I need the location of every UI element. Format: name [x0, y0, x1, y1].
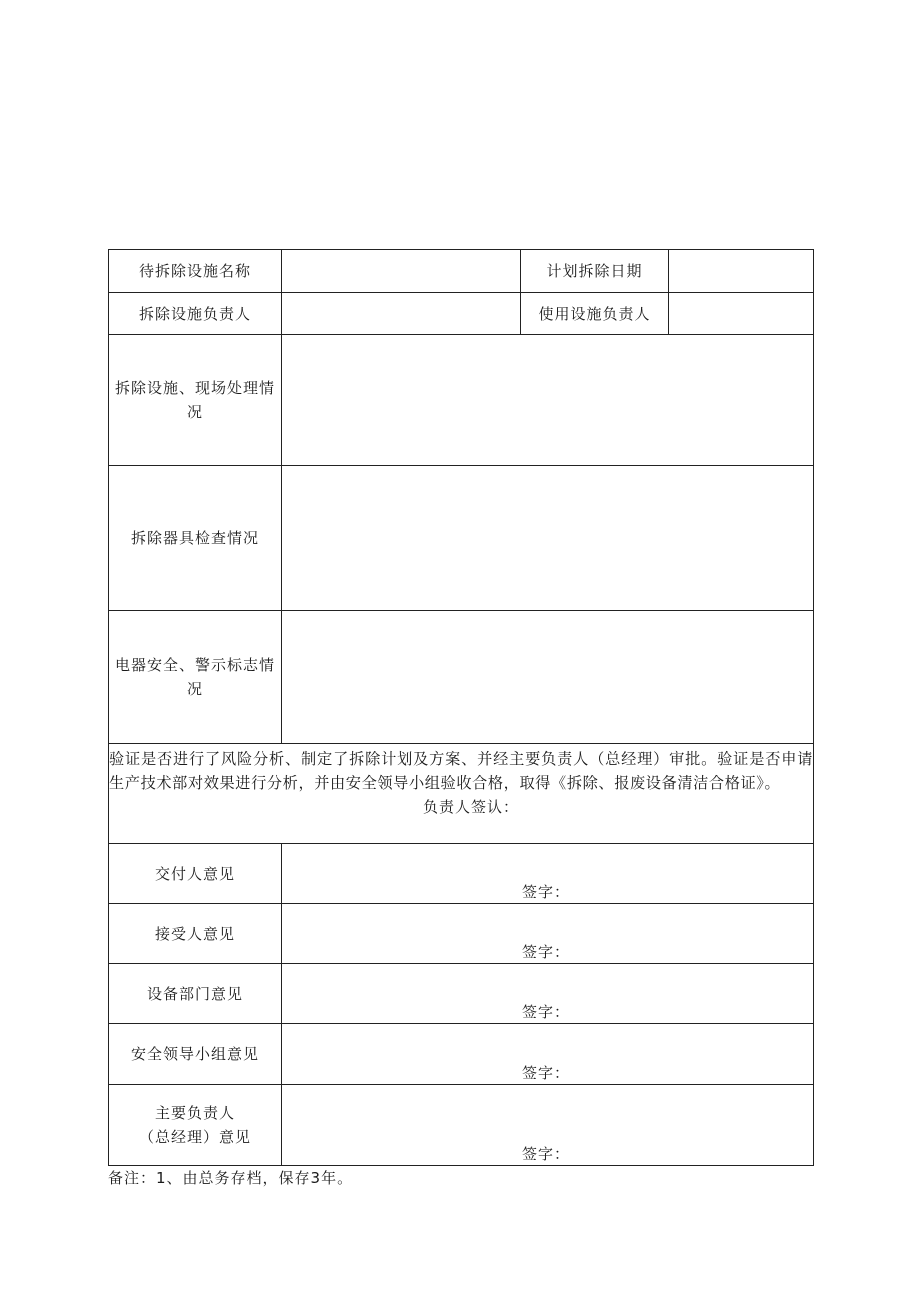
form-row-facility-name: [109, 250, 814, 293]
general-manager-label-line1: 主要负责人: [154, 1104, 235, 1122]
electrical-safety-field[interactable]: [282, 611, 814, 744]
verification-cell: [109, 744, 814, 844]
opinion-row: [109, 964, 814, 1024]
form-row-verification: [109, 744, 814, 844]
facility-name-label: 待拆除设施名称: [109, 250, 282, 293]
planned-date-field[interactable]: [669, 250, 814, 293]
signature-label: 签字：: [522, 1003, 571, 1021]
tool-inspection-label: 拆除器具检查情况: [109, 466, 282, 611]
usage-responsible-label: 使用设施负责人: [521, 293, 669, 335]
opinion-row: [109, 844, 814, 904]
form-row-responsible: [109, 293, 814, 335]
responsible-sign-label: 负责人签认：: [422, 798, 519, 816]
usage-responsible-field[interactable]: [669, 293, 814, 335]
electrical-safety-label: 电器安全、警示标志情况: [109, 611, 282, 744]
signature-label: 签字：: [522, 1145, 571, 1163]
demolition-form-table: [108, 249, 814, 1166]
signature-label: 签字：: [522, 1064, 571, 1082]
demolition-responsible-field[interactable]: [282, 293, 521, 335]
opinion-row: [109, 904, 814, 964]
footnote: 备注：1、由总务存档，保存3年。: [108, 1169, 354, 1187]
tool-inspection-field[interactable]: [282, 466, 814, 611]
form-row-tool-inspection: [109, 466, 814, 611]
general-manager-opinion-label: [109, 1085, 282, 1166]
signature-label: 签字：: [522, 943, 571, 961]
equipment-dept-opinion-field[interactable]: [282, 964, 814, 1024]
site-handling-field[interactable]: [282, 335, 814, 466]
form-row-electrical-safety: [109, 611, 814, 744]
verification-statement: 验证是否进行了风险分析、制定了拆除计划及方案、并经主要负责人（总经理）审批。验证是否申请生产技术部对效果进行分析，并由安全领导小组验收合格，取得《拆除、报废设备清洁合格证》。: [109, 750, 813, 792]
receiving-party-opinion-label: 接受人意见: [109, 904, 282, 964]
safety-group-opinion-field[interactable]: [282, 1024, 814, 1085]
safety-group-opinion-label: 安全领导小组意见: [109, 1024, 282, 1085]
facility-name-field[interactable]: [282, 250, 521, 293]
delivering-party-opinion-field[interactable]: [282, 844, 814, 904]
opinion-row: [109, 1024, 814, 1085]
receiving-party-opinion-field[interactable]: [282, 904, 814, 964]
general-manager-label-line2: （总经理）意见: [138, 1128, 251, 1146]
demolition-responsible-label: 拆除设施负责人: [109, 293, 282, 335]
equipment-dept-opinion-label: 设备部门意见: [109, 964, 282, 1024]
general-manager-opinion-field[interactable]: [282, 1085, 814, 1166]
planned-date-label: 计划拆除日期: [521, 250, 669, 293]
form-row-site-handling: [109, 335, 814, 466]
opinion-row: [109, 1085, 814, 1166]
signature-label: 签字：: [522, 883, 571, 901]
delivering-party-opinion-label: 交付人意见: [109, 844, 282, 904]
site-handling-label: 拆除设施、现场处理情况: [109, 335, 282, 466]
